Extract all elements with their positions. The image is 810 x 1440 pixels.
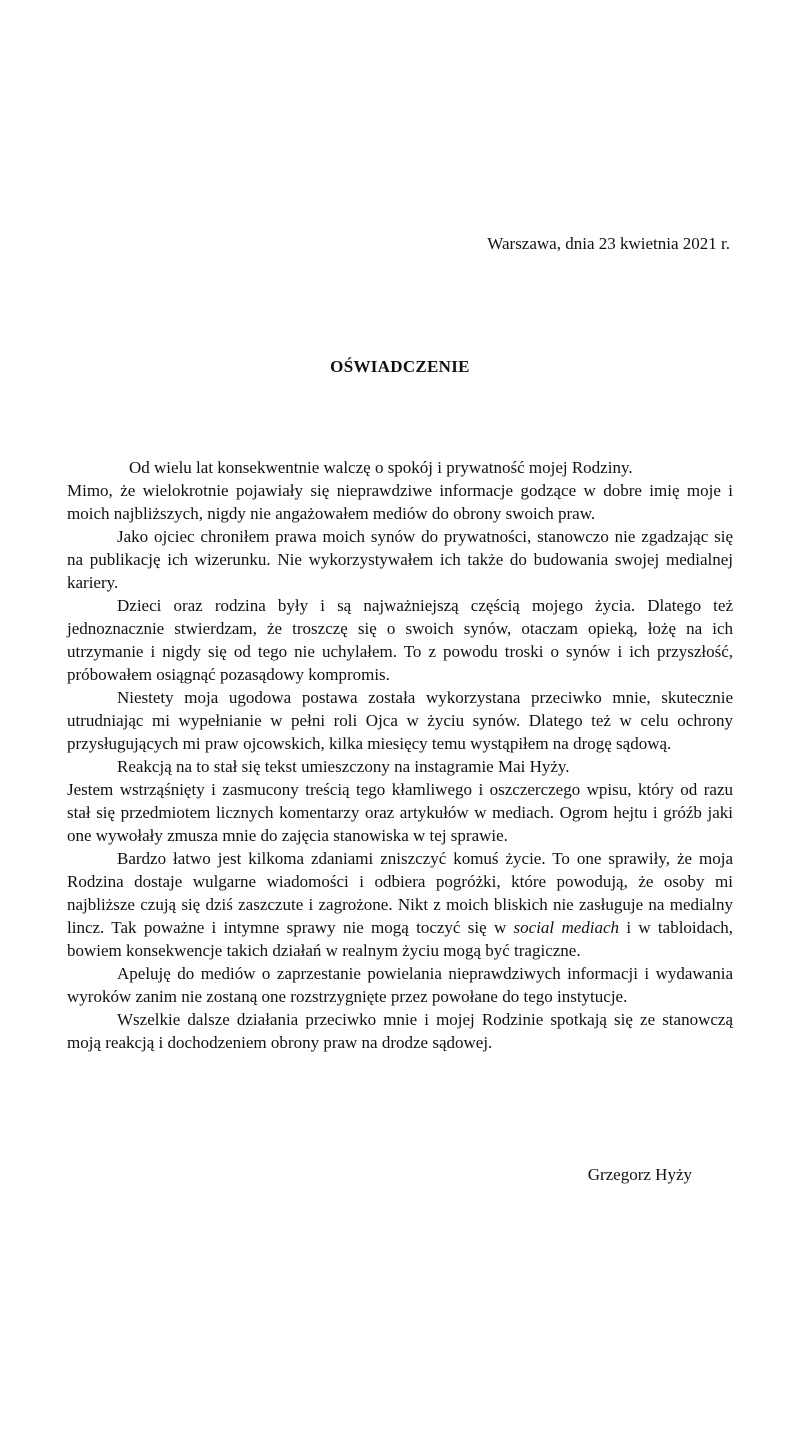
paragraph-7: Jestem wstrząśnięty i zasmucony treścią tego kłamliwego i oszczerczego wpisu, który od razu stał się przedmiotem licznych komentarzy oraz artykułów w mediach. Ogrom hejtu i gróźb jaki one wywołały zmusza mnie do zajęcia stanowiska w tej sprawie. xyxy=(67,780,733,845)
signature: Grzegorz Hyży xyxy=(587,1165,692,1184)
paragraph-8-italic: social mediach xyxy=(513,918,620,937)
paragraph-1: Od wielu lat konsekwentnie walczę o spokój i prywatność mojej Rodziny. xyxy=(129,458,633,477)
paragraph-3: Jako ojciec chroniłem prawa moich synów do prywatności, stanowczo nie zgadzając się na publikację ich wizerunku. Nie wykorzystywałem ich także do budowania swojej medialnej kariery. xyxy=(67,527,733,592)
paragraph-10: Wszelkie dalsze działania przeciwko mnie i mojej Rodzinie spotkają się ze stanowczą moją reakcją i dochodzeniem obrony praw na drodze sądowej. xyxy=(67,1010,733,1052)
document-body xyxy=(67,456,733,1054)
document-date: Warszawa, dnia 23 kwietnia 2021 r. xyxy=(487,234,730,253)
paragraph-6: Reakcją na to stał się tekst umieszczony na instagramie Mai Hyży. xyxy=(117,757,570,776)
paragraph-8 xyxy=(67,847,733,962)
paragraph-8-text-b: i w tabloidach, bowiem konsekwencje takich działań w realnym życiu mogą być tragiczne. xyxy=(67,918,733,960)
paragraph-8-text-a: Bardzo łatwo jest kilkoma zdaniami zniszczyć komuś życie. To one sprawiły, że moja Rodzina dostaje wulgarne wiadomości i odbiera pogróżki, które powodują, że osoby mi najbliższe czują się dziś zaszczute i zagrożone. Nikt z moich bliskich nie zasługuje na medialny lincz. Tak poważne i intymne sprawy nie mogą toczyć się w xyxy=(67,849,733,937)
document-title: OŚWIADCZENIE xyxy=(330,357,470,376)
paragraph-4: Dzieci oraz rodzina były i są najważniejszą częścią mojego życia. Dlatego też jednoznacznie stwierdzam, że troszczę się o swoich synów, otaczam opieką, łożę na ich utrzymanie i nigdy się od tego nie uchylałem. To z powodu troski o synów i ich przyszłość, próbowałem osiągnąć pozasądowy kompromis. xyxy=(67,596,733,684)
paragraph-2: Mimo, że wielokrotnie pojawiały się nieprawdziwe informacje godzące w dobre imię moje i moich najbliższych, nigdy nie angażowałem mediów do obrony swoich praw. xyxy=(67,481,733,523)
paragraph-9: Apeluję do mediów o zaprzestanie powielania nieprawdziwych informacji i wydawania wyroków zanim nie zostaną one rozstrzygnięte przez powołane do tego instytucje. xyxy=(67,964,733,1006)
paragraph-5: Niestety moja ugodowa postawa została wykorzystana przeciwko mnie, skutecznie utrudniając mi wypełnianie w pełni roli Ojca w życiu synów. Dlatego też w celu ochrony przysługujących mi praw ojcowskich, kilka miesięcy temu wystąpiłem na drogę sądową. xyxy=(67,688,733,753)
